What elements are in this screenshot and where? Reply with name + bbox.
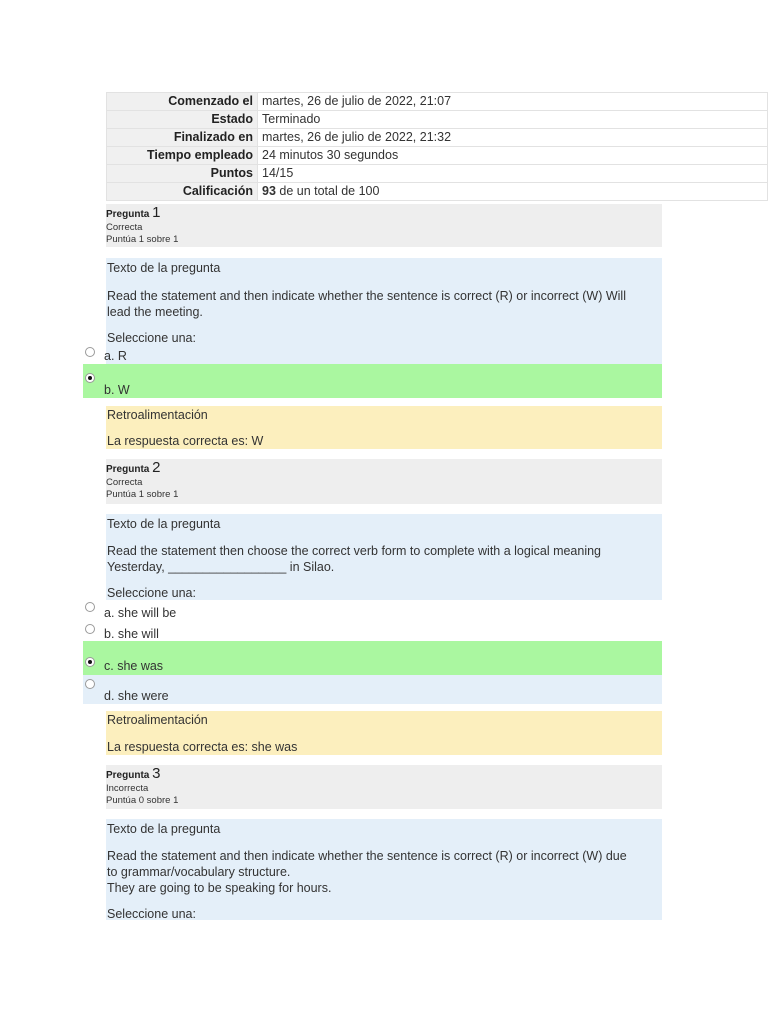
summary-row-started	[107, 93, 768, 111]
radio-button[interactable]	[85, 624, 95, 634]
radio-button-selected[interactable]	[85, 373, 95, 383]
summary-label: Tiempo empleado	[107, 147, 258, 165]
select-prompt: Seleccione una:	[107, 907, 196, 921]
feedback-heading: Retroalimentación	[107, 713, 208, 727]
question-1-info	[106, 204, 662, 247]
question-state: Incorrecta	[106, 783, 149, 794]
radio-button[interactable]	[85, 602, 95, 612]
question-2-feedback	[106, 711, 662, 755]
question-points: Puntúa 0 sobre 1	[106, 795, 179, 806]
question-points: Puntúa 1 sobre 1	[106, 489, 179, 500]
option-label: a. R	[104, 349, 127, 363]
summary-label: Calificación	[107, 183, 258, 201]
question-number: 3	[152, 765, 161, 782]
summary-label: Estado	[107, 111, 258, 129]
summary-value: martes, 26 de julio de 2022, 21:32	[258, 129, 768, 147]
question-2-info	[106, 459, 662, 504]
question-2-option-d[interactable]	[83, 675, 662, 704]
radio-button[interactable]	[85, 347, 95, 357]
question-2-title: Pregunta 2	[106, 459, 161, 476]
summary-row-points	[107, 165, 768, 183]
grade-value: 93	[262, 184, 276, 198]
question-3-title: Pregunta 3	[106, 765, 161, 782]
question-state: Correcta	[106, 222, 143, 233]
select-prompt: Seleccione una:	[107, 331, 196, 345]
feedback-text: La respuesta correcta es: W	[107, 434, 264, 448]
question-1-option-b[interactable]	[83, 364, 662, 398]
summary-value: 14/15	[258, 165, 768, 183]
summary-value: martes, 26 de julio de 2022, 21:07	[258, 93, 768, 111]
summary-label: Puntos	[107, 165, 258, 183]
option-label: c. she was	[104, 659, 164, 673]
question-1-feedback	[106, 406, 662, 449]
question-text-heading: Texto de la pregunta	[107, 261, 221, 275]
question-1-title: Pregunta 1	[106, 204, 161, 221]
summary-value: Terminado	[258, 111, 768, 129]
question-text-line: Yesterday, _________________ in Silao.	[107, 560, 335, 574]
grade-total: de un total de 100	[275, 184, 380, 198]
summary-label: Comenzado el	[107, 93, 258, 111]
attempt-summary-table	[106, 92, 768, 201]
question-3-text-block	[106, 819, 662, 920]
question-text-line: to grammar/vocabulary structure.	[107, 865, 291, 879]
summary-value	[258, 183, 768, 201]
summary-row-finished	[107, 129, 768, 147]
question-text-heading: Texto de la pregunta	[107, 822, 221, 836]
question-text-line: lead the meeting.	[107, 305, 203, 319]
option-label: b. W	[104, 383, 130, 397]
summary-row-time-taken	[107, 147, 768, 165]
question-points: Puntúa 1 sobre 1	[106, 234, 179, 245]
select-prompt: Seleccione una:	[107, 586, 196, 600]
question-1-option-a[interactable]	[83, 346, 662, 364]
summary-label: Finalizado en	[107, 129, 258, 147]
summary-row-state	[107, 111, 768, 129]
feedback-text: La respuesta correcta es: she was	[107, 740, 298, 754]
feedback-heading: Retroalimentación	[107, 408, 208, 422]
question-2-option-c[interactable]	[83, 641, 662, 675]
radio-button[interactable]	[85, 679, 95, 689]
question-2-option-b[interactable]	[83, 621, 662, 641]
question-state: Correcta	[106, 477, 143, 488]
question-2-option-a[interactable]	[83, 600, 662, 621]
question-3-info	[106, 765, 662, 809]
option-label: d. she were	[104, 689, 169, 703]
question-text-line: Read the statement then choose the correct verb form to complete with a logical meaning	[107, 544, 602, 558]
option-label: a. she will be	[104, 606, 177, 620]
radio-button-selected[interactable]	[85, 657, 95, 667]
question-number: 1	[152, 204, 161, 221]
option-label: b. she will	[104, 627, 159, 641]
question-number: 2	[152, 459, 161, 476]
question-text-heading: Texto de la pregunta	[107, 517, 221, 531]
question-2-text-block	[106, 514, 662, 600]
question-text-line: Read the statement and then indicate whether the sentence is correct (R) or incorrect (W) due	[107, 849, 627, 863]
summary-value: 24 minutos 30 segundos	[258, 147, 768, 165]
question-text-line: They are going to be speaking for hours.	[107, 881, 332, 895]
question-text-line: Read the statement and then indicate whether the sentence is correct (R) or incorrect (W) Will	[107, 289, 626, 303]
summary-row-grade	[107, 183, 768, 201]
